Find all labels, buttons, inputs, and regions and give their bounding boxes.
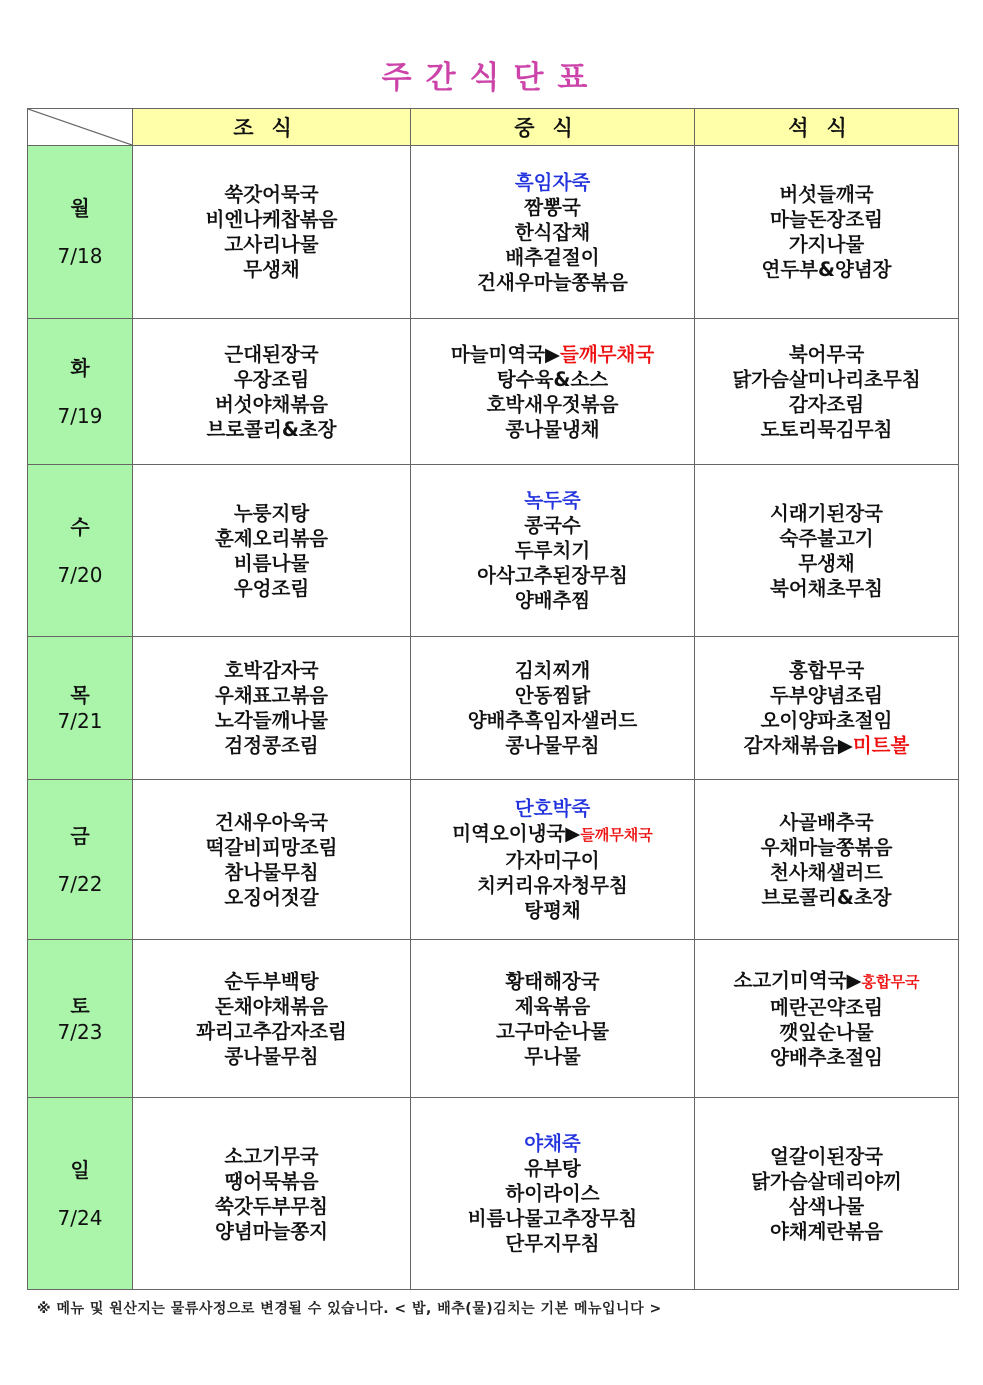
- menu-item: [133, 810, 410, 835]
- arrow-icon: ▶: [837, 734, 853, 757]
- menu-item-text: 땡어묵볶음: [224, 1169, 319, 1193]
- menu-item: [133, 232, 410, 257]
- menu-item-text: 브로콜리&초장: [206, 417, 337, 441]
- day-cell: [28, 319, 133, 465]
- menu-item-text: 배추겉절이: [505, 245, 600, 269]
- menu-item-text: 황태해장국: [505, 969, 600, 993]
- weekly-menu-table: [27, 108, 959, 1290]
- date-label: 7/22: [57, 871, 103, 896]
- menu-item-text: 안동찜닭: [514, 684, 591, 707]
- menu-item: [695, 885, 958, 910]
- lunch-cell: [411, 780, 695, 940]
- menu-item-text: 제육볶음: [514, 994, 591, 1018]
- menu-item: [411, 1231, 694, 1256]
- menu-item: [133, 1194, 410, 1219]
- menu-item: [411, 342, 694, 367]
- menu-item-text: 닭가슴살데리야끼: [751, 1169, 902, 1193]
- menu-item-text: 가자미구이: [505, 849, 600, 872]
- menu-item-text: 우장조림: [233, 367, 310, 391]
- menu-item: [695, 232, 958, 257]
- lunch-cell: [411, 1098, 695, 1290]
- menu-item-text: 야채죽: [524, 1132, 581, 1155]
- menu-item: [695, 810, 958, 835]
- menu-item-text: 북어채초무침: [769, 576, 884, 600]
- menu-item-text: 감자조림: [788, 392, 865, 416]
- lunch-cell: [411, 637, 695, 780]
- lunch-cell: [411, 940, 695, 1098]
- lunch-cell: [411, 146, 695, 319]
- menu-item-text: 북어무국: [788, 342, 865, 366]
- menu-item-text: 아삭고추된장무침: [477, 564, 628, 587]
- menu-item: [133, 1044, 410, 1069]
- menu-item: [411, 994, 694, 1019]
- menu-item: [411, 220, 694, 245]
- menu-item-text: 사골배추국: [779, 810, 874, 834]
- header-dinner: 석식: [695, 109, 959, 146]
- menu-item: [695, 367, 958, 392]
- menu-item: [133, 1219, 410, 1244]
- lunch-cell: [411, 465, 695, 637]
- menu-item-text: 브로콜리&초장: [761, 885, 892, 909]
- menu-item-text: 호박감자국: [224, 659, 319, 682]
- corner-cell: [28, 109, 133, 146]
- menu-item-text: 건새우아욱국: [214, 810, 329, 834]
- menu-item: [411, 873, 694, 898]
- breakfast-cell: [133, 146, 411, 319]
- menu-item: [695, 207, 958, 232]
- day-cell: [28, 780, 133, 940]
- menu-item: [695, 1219, 958, 1244]
- weekday-label: 금: [70, 823, 90, 848]
- menu-item: [133, 835, 410, 860]
- menu-item-text: 탕수육&소스: [496, 367, 609, 391]
- menu-item-text: 떡갈비피망조림: [205, 835, 338, 859]
- breakfast-cell: [133, 319, 411, 465]
- menu-item-text: 콩나물냉채: [505, 417, 600, 441]
- day-row: [28, 146, 959, 319]
- day-row: [28, 780, 959, 940]
- menu-item: [411, 563, 694, 588]
- menu-item: [411, 245, 694, 270]
- menu-item: [411, 1156, 694, 1181]
- weekday-label: 목: [70, 683, 90, 707]
- menu-item: [411, 969, 694, 994]
- menu-item-text: 순두부백탕: [224, 969, 319, 993]
- menu-item-text: 양배추흑임자샐러드: [467, 709, 638, 732]
- menu-item-text: 도토리묵김무침: [760, 417, 893, 441]
- menu-item: [133, 576, 410, 601]
- menu-item-text: 짬뽕국: [524, 195, 581, 219]
- menu-item-text: 숙주불고기: [779, 526, 874, 550]
- dinner-cell: [695, 780, 959, 940]
- substitute-item: 들깨무채국: [580, 826, 653, 844]
- menu-item-text: 호박새우젓볶음: [486, 392, 619, 416]
- menu-item: [133, 708, 410, 733]
- menu-item-text: 우엉조림: [233, 576, 310, 600]
- page-title: 주간식단표: [381, 60, 602, 96]
- menu-item: [695, 995, 958, 1020]
- menu-item-text: 유부탕: [524, 1157, 581, 1180]
- menu-item-text: 버섯들깨국: [779, 183, 874, 206]
- menu-item: [411, 1044, 694, 1069]
- menu-item: [695, 835, 958, 860]
- menu-item-text: 우채마늘쫑볶음: [760, 835, 893, 859]
- menu-item-text: 오이양파초절임: [760, 709, 893, 732]
- date-label: 7/18: [57, 244, 103, 268]
- menu-item: [133, 969, 410, 994]
- menu-item-text: 돈채야채볶음: [214, 994, 329, 1018]
- menu-item-text: 비엔나케찹볶음: [205, 208, 338, 231]
- menu-item: [695, 733, 958, 758]
- menu-item-text: 쑥갓어묵국: [224, 183, 319, 206]
- menu-item: [133, 367, 410, 392]
- menu-item-text: 닭가슴살미나리초무침: [732, 367, 921, 391]
- menu-item-text: 양배추찜: [514, 589, 591, 612]
- menu-item: [695, 860, 958, 885]
- menu-item: [695, 551, 958, 576]
- breakfast-cell: [133, 780, 411, 940]
- menu-item: [411, 270, 694, 295]
- menu-item: [411, 392, 694, 417]
- menu-item: [411, 588, 694, 613]
- menu-item: [695, 658, 958, 683]
- menu-item-text: 콩국수: [524, 514, 581, 537]
- menu-item: [411, 708, 694, 733]
- menu-item-text: 누룽지탕: [233, 501, 310, 525]
- dinner-cell: [695, 1098, 959, 1290]
- diagonal-line: [28, 109, 132, 145]
- menu-item-text: 비름나물고추장무침: [467, 1207, 638, 1230]
- dinner-cell: [695, 465, 959, 637]
- dinner-cell: [695, 146, 959, 319]
- menu-item-text: 김치찌개: [514, 659, 591, 682]
- menu-item-text: 양배추초절임: [769, 1045, 884, 1069]
- menu-item-text: 버섯야채볶음: [214, 392, 329, 416]
- menu-item: [695, 968, 958, 995]
- menu-item-text: 삼색나물: [788, 1194, 865, 1218]
- arrow-icon: ▶: [846, 968, 862, 992]
- menu-item-text: 한식잡채: [514, 220, 591, 244]
- dinner-cell: [695, 637, 959, 780]
- date-label: 7/24: [57, 1205, 103, 1230]
- menu-item-text: 오징어젓갈: [224, 885, 319, 909]
- menu-item-text: 소고기미역국: [733, 968, 847, 992]
- menu-item: [133, 257, 410, 282]
- menu-item-text: 우채표고볶음: [214, 684, 329, 707]
- menu-item: [695, 182, 958, 207]
- menu-item: [411, 1131, 694, 1156]
- menu-item-text: 훈제오리볶음: [214, 526, 329, 550]
- menu-item-text: 천사채샐러드: [769, 860, 884, 884]
- menu-item-text: 시래기된장국: [769, 501, 884, 525]
- menu-item: [133, 392, 410, 417]
- header-row: [28, 109, 959, 146]
- menu-item: [695, 1020, 958, 1045]
- menu-item-text: 야채계란볶음: [769, 1219, 884, 1243]
- day-row: [28, 319, 959, 465]
- menu-item: [695, 683, 958, 708]
- breakfast-cell: [133, 637, 411, 780]
- menu-item: [695, 708, 958, 733]
- menu-item-text: 치커리유자청무침: [477, 874, 628, 897]
- menu-item: [695, 526, 958, 551]
- menu-body: [28, 146, 959, 1290]
- substitute-item: 들깨무채국: [560, 342, 655, 366]
- menu-item: [411, 1181, 694, 1206]
- menu-item: [133, 207, 410, 232]
- menu-item: [411, 488, 694, 513]
- menu-item-text: 마늘돈장조림: [769, 208, 884, 231]
- dinner-cell: [695, 319, 959, 465]
- menu-item: [133, 885, 410, 910]
- menu-item-text: 소고기무국: [224, 1144, 319, 1168]
- day-cell: [28, 637, 133, 780]
- menu-item-text: 양념마늘쫑지: [214, 1219, 329, 1243]
- menu-item-text: 고구마순나물: [495, 1019, 610, 1043]
- menu-item: [695, 501, 958, 526]
- menu-item: [133, 994, 410, 1019]
- weekday-label: 월: [70, 196, 90, 220]
- menu-item: [411, 417, 694, 442]
- weekday-label: 일: [70, 1157, 90, 1182]
- breakfast-cell: [133, 1098, 411, 1290]
- day-cell: [28, 465, 133, 637]
- menu-item: [695, 576, 958, 601]
- menu-item-text: 비름나물: [233, 551, 310, 575]
- weekday-label: 화: [70, 355, 90, 380]
- menu-item: [411, 821, 694, 848]
- menu-item: [695, 417, 958, 442]
- menu-item: [695, 1144, 958, 1169]
- menu-item-text: 메란곤약조림: [769, 995, 884, 1019]
- menu-item-text: 탕평채: [524, 899, 581, 922]
- menu-item-text: 단무지무침: [505, 1232, 600, 1255]
- menu-item: [133, 658, 410, 683]
- menu-item: [411, 683, 694, 708]
- menu-item: [133, 733, 410, 758]
- menu-item: [411, 848, 694, 873]
- menu-item-text: 하이라이스: [505, 1182, 600, 1205]
- menu-item-text: 콩나물무침: [224, 1044, 319, 1068]
- footnote: ※ 메뉴 및 원산지는 물류사정으로 변경될 수 있습니다. < 밥, 배추(물)김치는 기본 메뉴입니다 >: [37, 1301, 662, 1317]
- menu-item: [695, 392, 958, 417]
- menu-item: [695, 342, 958, 367]
- weekday-label: 수: [70, 514, 90, 539]
- menu-item-text: 노각들깨나물: [214, 709, 329, 732]
- lunch-cell: [411, 319, 695, 465]
- breakfast-cell: [133, 940, 411, 1098]
- arrow-icon: ▶: [545, 342, 560, 366]
- menu-item: [133, 1144, 410, 1169]
- day-row: [28, 1098, 959, 1290]
- menu-item-text: 녹두죽: [524, 489, 581, 512]
- header-breakfast: 조식: [133, 109, 411, 146]
- menu-item: [133, 1019, 410, 1044]
- substitute-item: 홍합무국: [861, 972, 920, 991]
- menu-item: [133, 1169, 410, 1194]
- arrow-icon: ▶: [565, 822, 581, 845]
- menu-item-text: 쑥갓두부무침: [214, 1194, 329, 1218]
- date-label: 7/19: [57, 403, 103, 428]
- menu-item: [695, 1194, 958, 1219]
- menu-item-text: 흑임자죽: [514, 170, 591, 194]
- menu-item-text: 꽈리고추감자조림: [196, 1019, 347, 1043]
- weekday-label: 토: [70, 993, 90, 1018]
- menu-item: [411, 195, 694, 220]
- menu-item-text: 무생채: [243, 258, 300, 281]
- menu-item: [411, 658, 694, 683]
- menu-item-text: 얼갈이된장국: [769, 1144, 884, 1168]
- breakfast-cell: [133, 465, 411, 637]
- menu-item: [411, 538, 694, 563]
- menu-item: [133, 551, 410, 576]
- day-row: [28, 940, 959, 1098]
- menu-item: [411, 367, 694, 392]
- menu-item: [411, 1206, 694, 1231]
- menu-item-text: 미역오이냉국: [452, 822, 566, 845]
- menu-item: [411, 1019, 694, 1044]
- day-cell: [28, 940, 133, 1098]
- date-label: 7/23: [57, 1019, 103, 1044]
- menu-item-text: 무나물: [524, 1044, 581, 1068]
- menu-item-text: 연두부&양념장: [761, 258, 892, 281]
- menu-item-text: 무생채: [798, 551, 855, 575]
- menu-item: [695, 257, 958, 282]
- header-lunch: 중식: [411, 109, 695, 146]
- menu-item-text: 검정콩조림: [224, 734, 319, 757]
- menu-item: [133, 860, 410, 885]
- menu-item-text: 감자채볶음: [743, 734, 838, 757]
- menu-item: [411, 170, 694, 195]
- menu-item-text: 홍합무국: [788, 659, 865, 682]
- menu-item-text: 두부양념조림: [769, 684, 884, 707]
- menu-item: [411, 733, 694, 758]
- menu-item: [133, 182, 410, 207]
- menu-item: [133, 501, 410, 526]
- menu-item-text: 두루치기: [514, 539, 591, 562]
- menu-item: [695, 1169, 958, 1194]
- day-cell: [28, 146, 133, 319]
- menu-item-text: 근대된장국: [224, 342, 319, 366]
- menu-item-text: 콩나물무침: [505, 734, 600, 757]
- menu-item: [133, 417, 410, 442]
- menu-item: [695, 1045, 958, 1070]
- date-label: 7/20: [57, 562, 103, 587]
- dinner-cell: [695, 940, 959, 1098]
- menu-item: [411, 898, 694, 923]
- menu-item-text: 깻잎순나물: [779, 1020, 874, 1044]
- menu-item-text: 마늘미역국: [450, 342, 545, 366]
- menu-item-text: 고사리나물: [224, 233, 319, 256]
- menu-item: [133, 526, 410, 551]
- day-row: [28, 465, 959, 637]
- menu-item-text: 단호박죽: [514, 797, 591, 820]
- menu-item: [411, 513, 694, 538]
- menu-item-text: 참나물무침: [224, 860, 319, 884]
- substitute-item: 미트볼: [852, 734, 910, 757]
- menu-item-text: 가지나물: [788, 233, 865, 256]
- day-row: [28, 637, 959, 780]
- date-label: 7/21: [57, 709, 103, 733]
- menu-item: [133, 683, 410, 708]
- menu-item: [133, 342, 410, 367]
- day-cell: [28, 1098, 133, 1290]
- menu-item-text: 건새우마늘쫑볶음: [477, 270, 628, 294]
- menu-item: [411, 796, 694, 821]
